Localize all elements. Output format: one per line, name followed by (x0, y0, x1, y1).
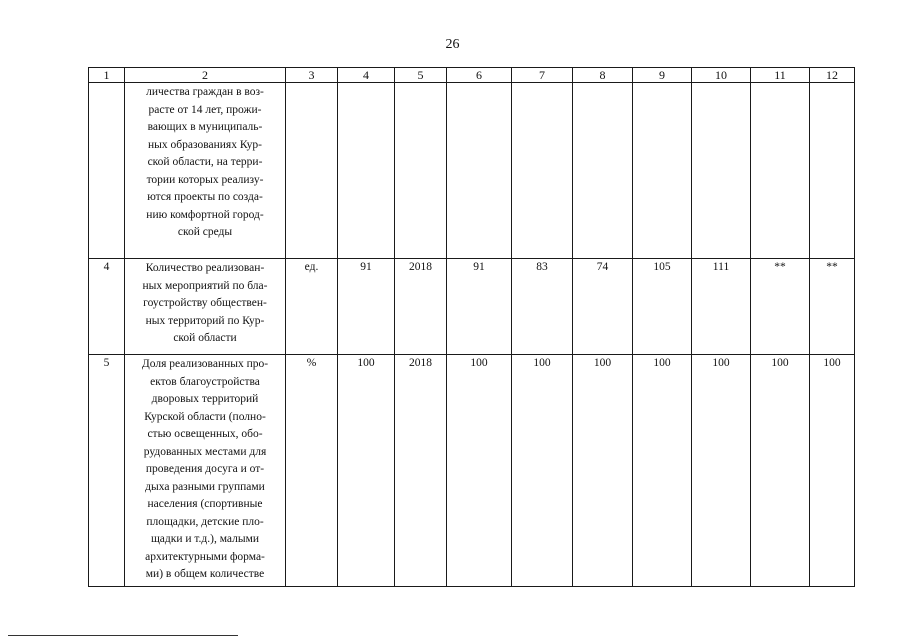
table-row (89, 259, 855, 355)
value-cell: 100 (751, 355, 810, 587)
unit-cell: % (286, 355, 338, 587)
indicator-description: Доля реализованных про- ектов благоустройства дворовых территорий Курской области (полно- стью освещенных, обо- рудованных местами для проведения досуга и от- дыха разными группами населения (спортивные площадки, детские пло- щадки и т.д.), малыми архитектурными форма- ми) в общем количестве (125, 355, 286, 587)
column-header: 10 (692, 68, 751, 83)
value-cell: 100 (338, 355, 395, 587)
column-header: 2 (125, 68, 286, 83)
row-number (89, 83, 125, 259)
column-header: 8 (573, 68, 633, 83)
column-header: 6 (447, 68, 512, 83)
value-cell: 105 (633, 259, 692, 355)
table-row (89, 83, 855, 259)
value-cell (573, 83, 633, 259)
value-cell: 100 (512, 355, 573, 587)
value-cell: ** (810, 259, 855, 355)
value-cell (810, 83, 855, 259)
indicator-description: Количество реализован- ных мероприятий по бла- гоустройству обществен- ных территорий по Кур- ской области (125, 259, 286, 355)
indicator-description: личества граждан в воз- расте от 14 лет, прожи- вающих в муниципаль- ных образованиях Кур- ской области, на терри- тории которых реализу- ются проекты по созда- нию комфортной город- ской среды (125, 83, 286, 259)
value-cell (633, 83, 692, 259)
page-number: 26 (445, 37, 460, 52)
value-cell: 100 (633, 355, 692, 587)
column-header: 9 (633, 68, 692, 83)
column-header: 4 (338, 68, 395, 83)
value-cell (338, 83, 395, 259)
column-header: 1 (89, 68, 125, 83)
value-cell (512, 83, 573, 259)
value-cell (692, 83, 751, 259)
indicator-table (88, 67, 855, 587)
value-cell: 91 (447, 259, 512, 355)
value-cell: 100 (692, 355, 751, 587)
column-number-row (89, 68, 855, 83)
column-header: 3 (286, 68, 338, 83)
row-number: 4 (89, 259, 125, 355)
footnote-separator (8, 635, 238, 636)
value-cell: 74 (573, 259, 633, 355)
unit-cell (286, 83, 338, 259)
value-cell: 111 (692, 259, 751, 355)
value-cell (395, 83, 447, 259)
value-cell: 83 (512, 259, 573, 355)
value-cell: 100 (810, 355, 855, 587)
column-header: 12 (810, 68, 855, 83)
column-header: 5 (395, 68, 447, 83)
column-header: 11 (751, 68, 810, 83)
unit-cell: ед. (286, 259, 338, 355)
value-cell: 2018 (395, 259, 447, 355)
row-number: 5 (89, 355, 125, 587)
value-cell: ** (751, 259, 810, 355)
column-header: 7 (512, 68, 573, 83)
table-row (89, 355, 855, 587)
value-cell: 100 (573, 355, 633, 587)
value-cell (447, 83, 512, 259)
value-cell: 91 (338, 259, 395, 355)
value-cell: 2018 (395, 355, 447, 587)
value-cell (751, 83, 810, 259)
value-cell: 100 (447, 355, 512, 587)
